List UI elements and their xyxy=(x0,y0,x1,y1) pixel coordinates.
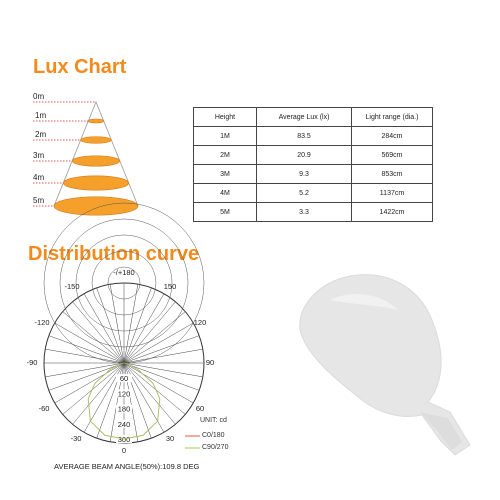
polar-angle-label: 60 xyxy=(195,404,205,413)
cone-height-label: 5m xyxy=(33,196,45,205)
table-cell: 1137cm xyxy=(352,184,433,203)
polar-radial-label: 300 xyxy=(117,435,131,444)
polar-angle-label: -60 xyxy=(38,404,50,413)
distribution-curve-title: Distribution curve xyxy=(28,243,200,265)
table-cell: 853cm xyxy=(352,165,433,184)
legend-label-c0: C0/180 xyxy=(202,432,225,439)
polar-radial-label: 180 xyxy=(117,404,131,414)
polar-angle-label: 150 xyxy=(163,282,177,291)
polar-angle-label: 120 xyxy=(193,318,207,327)
table-cell: 5.2 xyxy=(257,184,352,203)
cone-height-label: 0m xyxy=(33,92,45,101)
table-cell: 3.3 xyxy=(257,203,352,222)
polar-angle-label: 30 xyxy=(165,434,175,443)
cone-height-label: 2m xyxy=(35,130,47,139)
polar-angle-label: -30 xyxy=(70,434,82,443)
polar-radial-label: 60 xyxy=(119,374,129,384)
cone-height-label: 1m xyxy=(35,111,47,120)
cone-height-label: 4m xyxy=(33,173,45,182)
lux-chart-title: Lux Chart xyxy=(33,56,127,78)
unit-label: UNIT: cd xyxy=(200,417,227,424)
table-cell: 2M xyxy=(194,146,257,165)
table-cell: 83.5 xyxy=(257,127,352,146)
lux-table-header-height: Height xyxy=(194,108,257,127)
cone-height-label: 3m xyxy=(33,151,45,160)
polar-angle-label: -120 xyxy=(34,318,50,327)
table-cell: 569cm xyxy=(352,146,433,165)
polar-angle-label: 90 xyxy=(205,358,215,367)
polar-angle-label: -/+180 xyxy=(113,268,135,277)
table-cell: 3M xyxy=(194,165,257,184)
lux-table-header-range: Light range (dia.) xyxy=(352,108,433,127)
polar-radial-label: 240 xyxy=(117,419,131,429)
polar-radial-label: 120 xyxy=(117,389,131,399)
table-cell: 9.3 xyxy=(257,165,352,184)
table-cell: 5M xyxy=(194,203,257,222)
table-cell: 284cm xyxy=(352,127,433,146)
table-cell: 1M xyxy=(194,127,257,146)
polar-angle-label: 0 xyxy=(121,446,127,455)
beam-angle-label: AVERAGE BEAM ANGLE(50%):109.8 DEG xyxy=(54,462,200,471)
polar-angle-label: -150 xyxy=(64,282,80,291)
table-cell: 1422cm xyxy=(352,203,433,222)
table-cell: 20.9 xyxy=(257,146,352,165)
polar-angle-label: -90 xyxy=(26,358,38,367)
table-cell: 4M xyxy=(194,184,257,203)
legend-label-c90: C90/270 xyxy=(202,444,229,451)
lux-table-header-lux: Average Lux (lx) xyxy=(257,108,352,127)
